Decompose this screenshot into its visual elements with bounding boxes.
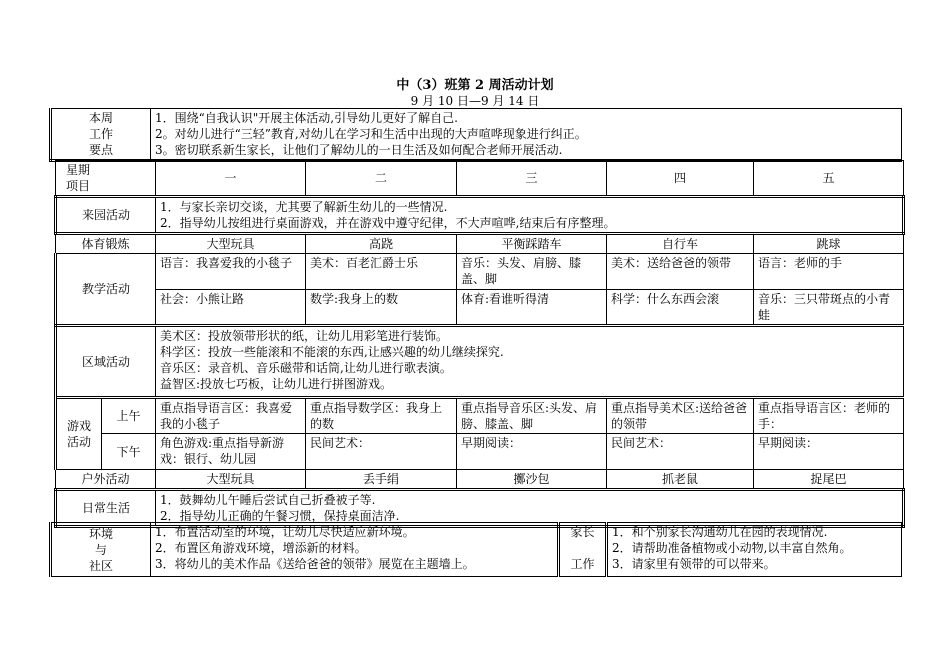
- focus-item: 2。对幼儿进行“三轻”教育,对幼儿在学习和生活中出现的大声喧哗现象进行纠正。: [155, 127, 587, 141]
- games-pm-cell: 早期阅读：: [754, 434, 904, 470]
- games-pm-cell: 早期阅读：: [457, 434, 607, 470]
- outdoor-cell: 大型玩具: [156, 470, 306, 490]
- parents-item: 1．和个别家长沟通幼儿在园的表现情况.: [612, 525, 828, 539]
- teaching-cell: 语言：老师的手: [754, 254, 904, 290]
- games-pm-cell: 角色游戏:重点指导新游戏：银行、幼儿园: [156, 434, 306, 470]
- games-label: 游戏 活动: [56, 398, 102, 470]
- area-label: 区域活动: [56, 326, 156, 398]
- arrival-item: 2．指导幼儿按组进行桌面游戏，并在游戏中遵守纪律，不大声喧哗,结束后有序整理。: [160, 216, 616, 230]
- games-am-label: 上午: [102, 398, 156, 434]
- daily-item: 2．指导幼儿正确的午餐习惯，保持桌面洁净.: [160, 509, 400, 523]
- focus-item: 1．围绕“自我认识"开展主体活动,引导幼儿更好了解自己.: [155, 111, 458, 125]
- games-pm-cell: 民间艺术：: [607, 434, 754, 470]
- parents-item: 3．请家里有领带的可以带来。: [612, 557, 776, 571]
- games-am-cell: 重点指导语言区：老师的手：: [754, 398, 904, 434]
- environment-item: 2．布置区角游戏环境，增添新的材料。: [155, 541, 367, 555]
- focus-content: [151, 109, 902, 161]
- day-monday: 一: [156, 161, 306, 197]
- teaching-cell: 语言：我喜爱我的小毯子: [156, 254, 306, 290]
- teaching-cell: 美术：送给爸爸的领带: [607, 254, 754, 290]
- games-am-cell: 重点指导音乐区:头发、肩膀、膝盖、脚: [457, 398, 607, 434]
- pe-cell: 大型玩具: [156, 234, 306, 254]
- outdoor-cell: 擲沙包: [457, 470, 607, 490]
- teaching-label: 教学活动: [56, 254, 156, 326]
- header-corner: 星期 项目: [56, 161, 156, 197]
- outdoor-cell: 抓老鼠: [607, 470, 754, 490]
- pe-cell: 跳球: [754, 234, 904, 254]
- day-friday: 五: [754, 161, 904, 197]
- daily-item: 1．鼓舞幼儿午睡后尝试自己折叠被子等.: [160, 493, 376, 507]
- day-wednesday: 三: [457, 161, 607, 197]
- page-title: 中（3）班第 2 周活动计划: [396, 78, 554, 93]
- environment-content: [151, 523, 559, 577]
- arrival-item: 1．与家长亲切交谈，尤其要了解新生幼儿的一些情况.: [160, 200, 448, 214]
- date-range: 9 月 10 日—9 月 14 日: [410, 94, 540, 108]
- environment-table: [49, 522, 902, 577]
- games-am-cell: 重点指导数学区：我身上的数: [306, 398, 457, 434]
- teaching-cell: 美术：百老汇爵士乐: [306, 254, 457, 290]
- schedule-table: [54, 160, 905, 528]
- environment-label: 环境 与 社区: [51, 523, 151, 577]
- daily-content: [156, 490, 904, 527]
- teaching-cell: 社会：小熊让路: [156, 290, 306, 326]
- area-content: [156, 326, 904, 398]
- games-am-cell: 重点指导语言区：我喜爱我的小毯子: [156, 398, 306, 434]
- games-pm-cell: 民间艺术：: [306, 434, 457, 470]
- arrival-content: [156, 197, 904, 234]
- arrival-label: 来园活动: [56, 197, 156, 234]
- daily-label: 日常生活: [56, 490, 156, 527]
- parents-item: 2．请帮助准备植物或小动物,以丰富自然角。: [612, 541, 852, 555]
- focus-item: 3。密切联系新生家长，让他们了解幼儿的一日生活及如何配合老师开展活动.: [155, 143, 563, 157]
- teaching-cell: 科学：什么东西会滚: [607, 290, 754, 326]
- area-item: 益智区:投放七巧板，让幼儿进行拼图游戏。: [160, 377, 393, 391]
- environment-item: 1．布置活动室的环境，让幼儿尽快适应新环境。: [155, 525, 415, 539]
- day-thursday: 四: [607, 161, 754, 197]
- teaching-cell: 体育:看谁听得清: [457, 290, 607, 326]
- area-item: 音乐区：录音机、音乐磁带和话筒,让幼儿进行歌表演。: [160, 361, 452, 375]
- focus-table: [49, 108, 902, 162]
- games-am-cell: 重点指导美术区:送给爸爸的领带: [607, 398, 754, 434]
- teaching-cell: 音乐：三只带斑点的小青蛙: [754, 290, 904, 326]
- outdoor-cell: 丢手绢: [306, 470, 457, 490]
- pe-label: 体育锻炼: [56, 234, 156, 254]
- outdoor-cell: 捉尾巴: [754, 470, 904, 490]
- day-tuesday: 二: [306, 161, 457, 197]
- parents-content: [607, 523, 902, 577]
- area-item: 科学区：投放一些能滚和不能滚的东西,让感兴趣的幼儿继续探究.: [160, 345, 504, 359]
- pe-cell: 平衡踩踏车: [457, 234, 607, 254]
- pe-cell: 自行车: [607, 234, 754, 254]
- pe-cell: 高跷: [306, 234, 457, 254]
- area-item: 美术区：投放领带形状的纸，让幼儿用彩笔进行装饰。: [160, 329, 449, 343]
- outdoor-label: 户外活动: [56, 470, 156, 490]
- games-pm-label: 下午: [102, 434, 156, 470]
- focus-label: 本周 工作 要点: [51, 109, 151, 161]
- environment-item: 3．将幼儿的美术作品《送给爸爸的领带》展览在主题墙上。: [155, 557, 475, 571]
- parents-label: 家长 工作: [559, 523, 607, 577]
- teaching-cell: 音乐：头发、肩膀、膝盖、脚: [457, 254, 607, 290]
- teaching-cell: 数学:我身上的数: [306, 290, 457, 326]
